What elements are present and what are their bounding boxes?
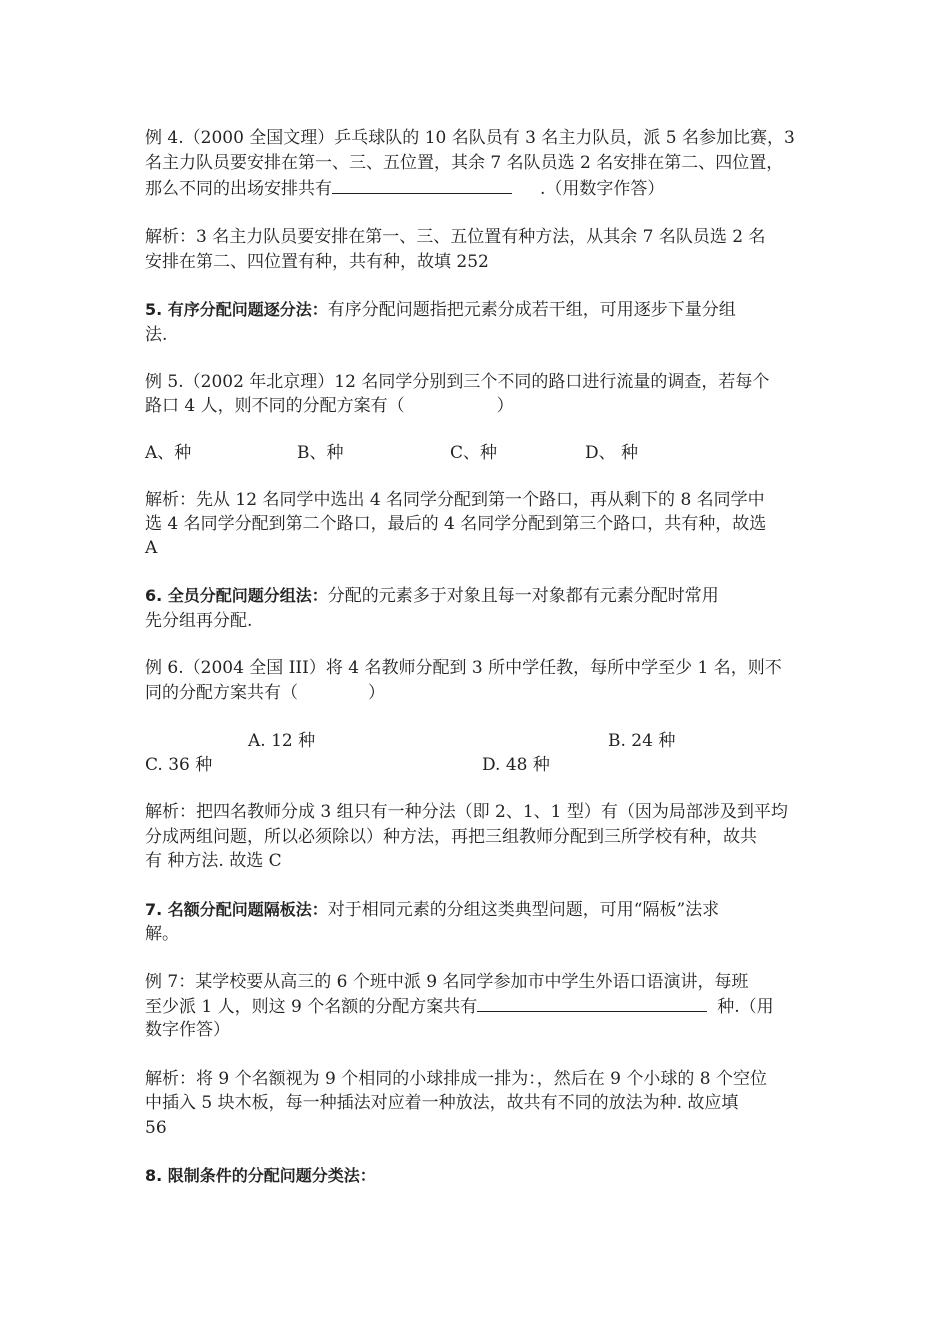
solution-6-line-3: 有 种方法. 故选 C xyxy=(145,851,282,871)
section-5-text: 有序分配问题指把元素分成若干组，可用逐步下量分组 xyxy=(327,300,736,320)
example-5-option-a: A、种 xyxy=(145,443,192,463)
example-4-line-3 xyxy=(145,176,664,201)
example-5-option-d: D、 种 xyxy=(585,443,639,463)
solution-5-line-1: 解析：先从 12 名同学中选出 4 名同学分配到第一个路口，再从剩下的 8 名同学中 xyxy=(145,490,765,510)
section-7-heading: 7. 名额分配问题隔板法： xyxy=(145,900,328,919)
example-4-line-1: 例 4.（2000 全国文理）乒乓球队的 10 名队员有 3 名主力队员，派 5 名参加比赛，3 xyxy=(145,128,795,148)
example-7-line-3: 数字作答） xyxy=(145,1020,230,1040)
solution-4-line-1: 解析：3 名主力队员要安排在第一、三、五位置有种方法，从其余 7 名队员选 2 名 xyxy=(145,227,766,247)
example-5-line-2-text: 路口 4 人，则不同的分配方案有（ xyxy=(145,396,405,416)
example-5-paren-close: ） xyxy=(496,396,514,416)
example-6-line-1: 例 6.（2004 全国 III）将 4 名教师分配到 3 所中学任教，每所中学至少 1 名，则不 xyxy=(145,658,782,678)
example-4-line-3-text: 那么不同的出场安排共有 xyxy=(145,179,332,199)
answer-blank xyxy=(332,176,512,194)
example-6-paren-close: ） xyxy=(368,683,385,703)
solution-5-line-3: A xyxy=(145,538,158,558)
solution-7-line-3: 56 xyxy=(145,1118,167,1138)
example-6-option-b: B. 24 种 xyxy=(608,731,676,751)
section-6-text: 分配的元素多于对象且每一对象都有元素分配时常用 xyxy=(327,586,719,606)
solution-6-line-2: 分成两组问题，所以必须除以）种方法，再把三组教师分配到三所学校有种，故共 xyxy=(145,827,757,847)
example-6-option-c: C. 36 种 xyxy=(145,755,213,775)
section-6-heading: 6. 全员分配问题分组法： xyxy=(145,586,328,605)
section-5-line-1 xyxy=(145,298,736,322)
section-6-line-2: 先分组再分配. xyxy=(145,611,253,631)
answer-blank xyxy=(477,994,707,1012)
example-7-line-2-text: 至少派 1 人，则这 9 个名额的分配方案共有 xyxy=(145,997,478,1017)
example-4-line-3-suffix: .（用数字作答） xyxy=(540,179,665,199)
example-4-line-2: 名主力队员要安排在第一、三、五位置，其余 7 名队员选 2 名安排在第二、四位置， xyxy=(145,153,784,173)
example-6-line-2 xyxy=(145,681,385,705)
example-7-line-1: 例 7：某学校要从高三的 6 个班中派 9 名同学参加市中学生外语口语演讲，每班 xyxy=(145,972,749,992)
section-5-line-2: 法. xyxy=(145,325,168,345)
example-6-option-a: A. 12 种 xyxy=(248,731,316,751)
section-7-line-2: 解。 xyxy=(145,924,179,944)
solution-7-line-1: 解析：将 9 个名额视为 9 个相同的小球排成一排为：，然后在 9 个小球的 8 个空位 xyxy=(145,1069,767,1089)
solution-4-line-2: 安排在第二、四位置有种，共有种，故填 252 xyxy=(145,252,489,272)
example-7-line-2 xyxy=(145,994,774,1019)
section-6-line-1 xyxy=(145,584,719,608)
example-7-line-2-suffix: 种.（用 xyxy=(717,997,774,1017)
example-6-line-2-text: 同的分配方案共有（ xyxy=(145,683,298,703)
solution-6-line-1: 解析：把四名教师分成 3 组只有一种分法（即 2、1、1 型）有（因为局部涉及到平均 xyxy=(145,802,788,822)
example-6-option-d: D. 48 种 xyxy=(482,755,550,775)
example-5-line-2 xyxy=(145,394,514,418)
example-5-option-b: B、种 xyxy=(297,443,344,463)
section-7-line-1 xyxy=(145,898,719,922)
example-5-line-1: 例 5.（2002 年北京理）12 名同学分别到三个不同的路口进行流量的调查，若每个 xyxy=(145,372,770,392)
solution-7-line-2: 中插入 5 块木板，每一种插法对应着一种放法，故共有不同的放法为种. 故应填 xyxy=(145,1093,739,1113)
section-7-text: 对于相同元素的分组这类典型问题，可用“隔板”法求 xyxy=(327,900,720,920)
section-5-heading: 5. 有序分配问题逐分法： xyxy=(145,300,328,319)
solution-5-line-2: 选 4 名同学分配到第二个路口，最后的 4 名同学分配到第三个路口，共有种，故选 xyxy=(145,514,767,534)
example-5-option-c: C、种 xyxy=(450,443,498,463)
section-8-heading: 8. 限制条件的分配问题分类法： xyxy=(145,1166,376,1185)
